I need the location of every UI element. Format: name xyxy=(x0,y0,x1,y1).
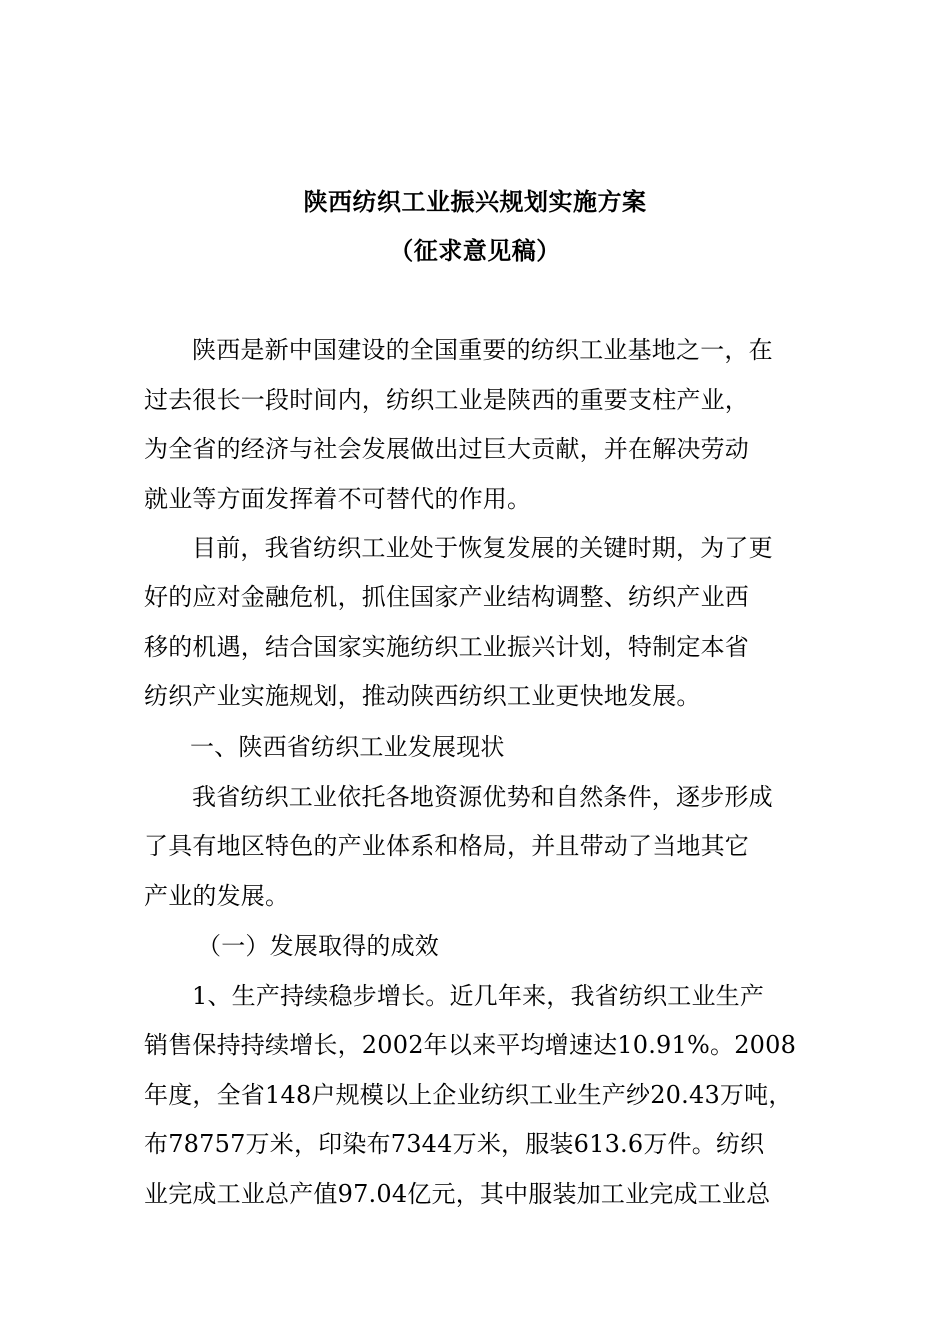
body-text-line: 了具有地区特色的产业体系和格局，并且带动了当地其它 xyxy=(144,832,749,860)
page-subtitle: （征求意见稿） xyxy=(389,236,561,265)
body-text-line: 为全省的经济与社会发展做出过巨大贡献，并在解决劳动 xyxy=(144,435,749,463)
body-text-line: 移的机遇，结合国家实施纺织工业振兴计划，特制定本省 xyxy=(144,633,749,661)
section-heading: 一、陕西省纺织工业发展现状 xyxy=(190,733,505,761)
body-text-line: 布78757万米，印染布7344万米，服装613.6万件。纺织 xyxy=(144,1130,765,1158)
body-text-line: 就业等方面发挥着不可替代的作用。 xyxy=(144,485,532,513)
body-text-line: 目前，我省纺织工业处于恢复发展的关键时期，为了更 xyxy=(192,534,773,562)
body-text-line: 1、生产持续稳步增长。近几年来，我省纺织工业生产 xyxy=(192,982,765,1010)
body-text-line: 年度，全省148户规模以上企业纺织工业生产纱20.43万吨， xyxy=(144,1081,793,1109)
body-text-line: 业完成工业总产值97.04亿元，其中服装加工业完成工业总 xyxy=(144,1180,771,1208)
body-text-line: 销售保持持续增长，2002年以来平均增速达10.91%。2008 xyxy=(144,1031,797,1059)
body-text-line: 陕西是新中国建设的全国重要的纺织工业基地之一，在 xyxy=(192,336,773,364)
body-text-line: 纺织产业实施规划，推动陕西纺织工业更快地发展。 xyxy=(144,682,701,710)
subsection-heading: （一）发展取得的成效 xyxy=(197,932,439,960)
page-title: 陕西纺织工业振兴规划实施方案 xyxy=(303,187,647,216)
body-text-line: 我省纺织工业依托各地资源优势和自然条件，逐步形成 xyxy=(192,783,773,811)
body-text-line: 过去很长一段时间内，纺织工业是陕西的重要支柱产业， xyxy=(144,386,749,414)
body-text-line: 好的应对金融危机，抓住国家产业结构调整、纺织产业西 xyxy=(144,583,749,611)
body-text-line: 产业的发展。 xyxy=(144,882,290,910)
